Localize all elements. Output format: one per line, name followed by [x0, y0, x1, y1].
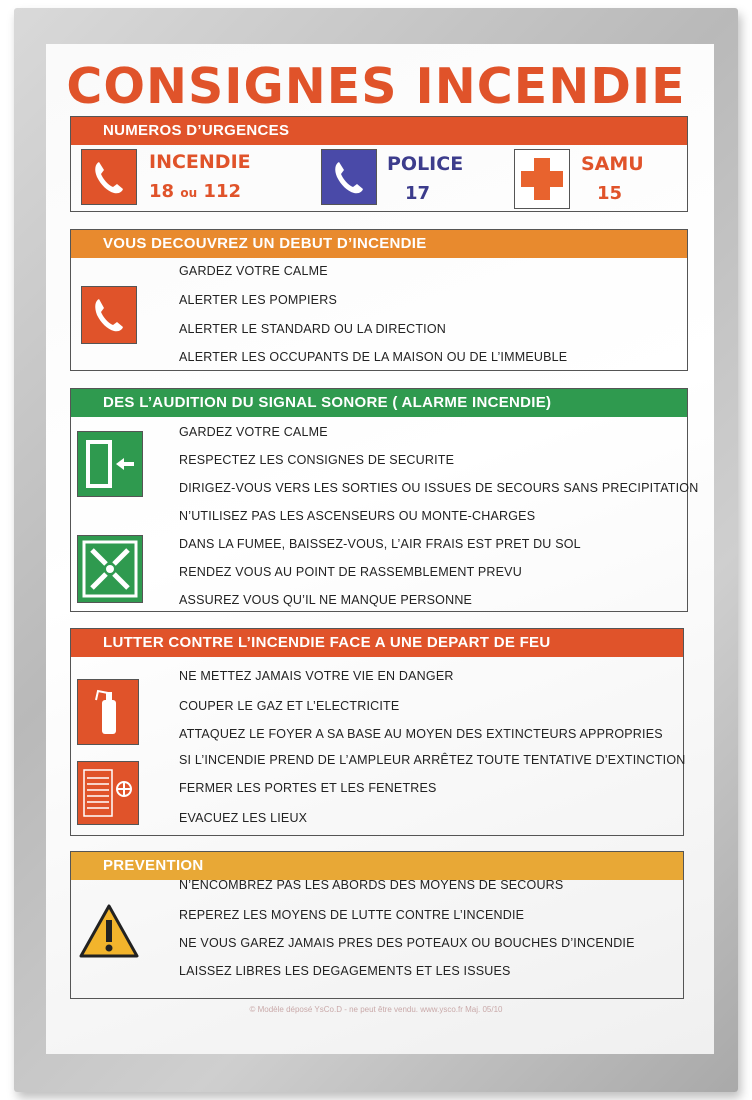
prevention-item: REPEREZ LES MOYENS DE LUTTE CONTRE L’INCENDIE: [179, 908, 525, 922]
incendie-number-b: 112: [203, 181, 241, 202]
prevention-item: LAISSEZ LIBRES LES DEGAGEMENTS ET LES ISSUES: [179, 964, 511, 978]
debut-item: ALERTER LE STANDARD OU LA DIRECTION: [179, 322, 447, 336]
alarme-item: N’UTILISEZ PAS LES ASCENSEURS OU MONTE-CHARGES: [179, 509, 536, 523]
samu-number: 15: [597, 183, 623, 204]
section-alarme-header: DES L’AUDITION DU SIGNAL SONORE ( ALARME INCENDIE): [71, 389, 687, 417]
alarme-item: DANS LA FUMEE, BAISSEZ-VOUS, L’AIR FRAIS EST PRET DU SOL: [179, 537, 581, 551]
alarme-item: GARDEZ VOTRE CALME: [179, 425, 328, 439]
police-label: POLICE: [387, 153, 464, 175]
copyright-footer: © Modèle déposé YsCo.D - ne peut être vendu. www.ysco.fr Maj. 05/10: [249, 1005, 503, 1014]
alarme-item: ASSUREZ VOUS QU’IL NE MANQUE PERSONNE: [179, 593, 473, 607]
samu-cross-icon: [514, 149, 570, 209]
alarme-item: RESPECTEZ LES CONSIGNES DE SECURITE: [179, 453, 455, 467]
assembly-point-icon: [77, 535, 143, 603]
section-urgences-header: NUMEROS D’URGENCES: [71, 117, 687, 145]
section-prevention: [70, 851, 684, 999]
incendie-label: INCENDIE: [149, 151, 251, 173]
lutter-item: COUPER LE GAZ ET L’ELECTRICITE: [179, 699, 400, 713]
prevention-item: NE VOUS GAREZ JAMAIS PRES DES POTEAUX OU BOUCHES D’INCENDIE: [179, 936, 635, 950]
lutter-item: ATTAQUEZ LE FOYER A SA BASE AU MOYEN DES EXTINCTEURS APPROPRIES: [179, 727, 663, 741]
incendie-numbers: [149, 181, 241, 202]
lutter-item: SI L’INCENDIE PREND DE L’AMPLEUR ARRÊTEZ TOUTE TENTATIVE D’EXTINCTION: [179, 753, 686, 767]
lutter-item: FERMER LES PORTES ET LES FENETRES: [179, 781, 437, 795]
debut-item: GARDEZ VOTRE CALME: [179, 264, 328, 278]
section-lutter: [70, 628, 684, 836]
section-urgences: [70, 116, 688, 212]
phone-icon: [81, 286, 137, 344]
section-debut-header: VOUS DECOUVREZ UN DEBUT D’INCENDIE: [71, 230, 687, 258]
fire-extinguisher-icon: [77, 679, 139, 745]
poster-title: CONSIGNES INCENDIE: [66, 58, 686, 115]
section-lutter-header: LUTTER CONTRE L’INCENDIE FACE A UNE DEPART DE FEU: [71, 629, 683, 657]
incendie-number-a: 18: [149, 181, 175, 202]
prevention-item: N’ENCOMBREZ PAS LES ABORDS DES MOYENS DE SECOURS: [179, 878, 564, 892]
fire-hose-icon: [77, 761, 139, 825]
alarme-item: DIRIGEZ-VOUS VERS LES SORTIES OU ISSUES DE SECOURS SANS PRECIPITATION: [179, 481, 699, 495]
lutter-item: NE METTEZ JAMAIS VOTRE VIE EN DANGER: [179, 669, 454, 683]
police-phone-icon: [321, 149, 377, 205]
incendie-phone-icon: [81, 149, 137, 205]
lutter-item: EVACUEZ LES LIEUX: [179, 811, 308, 825]
debut-item: ALERTER LES POMPIERS: [179, 293, 337, 307]
incendie-number-sep: ou: [180, 186, 198, 200]
section-prevention-header: PREVENTION: [71, 852, 683, 880]
section-alarme: [70, 388, 699, 612]
alarme-item: RENDEZ VOUS AU POINT DE RASSEMBLEMENT PREVU: [179, 565, 522, 579]
warning-triangle-icon: [77, 902, 141, 962]
police-number: 17: [405, 183, 431, 204]
samu-label: SAMU: [581, 153, 644, 175]
emergency-exit-icon: [77, 431, 143, 497]
section-debut-incendie: [70, 229, 688, 371]
debut-item: ALERTER LES OCCUPANTS DE LA MAISON OU DE L’IMMEUBLE: [179, 350, 568, 364]
